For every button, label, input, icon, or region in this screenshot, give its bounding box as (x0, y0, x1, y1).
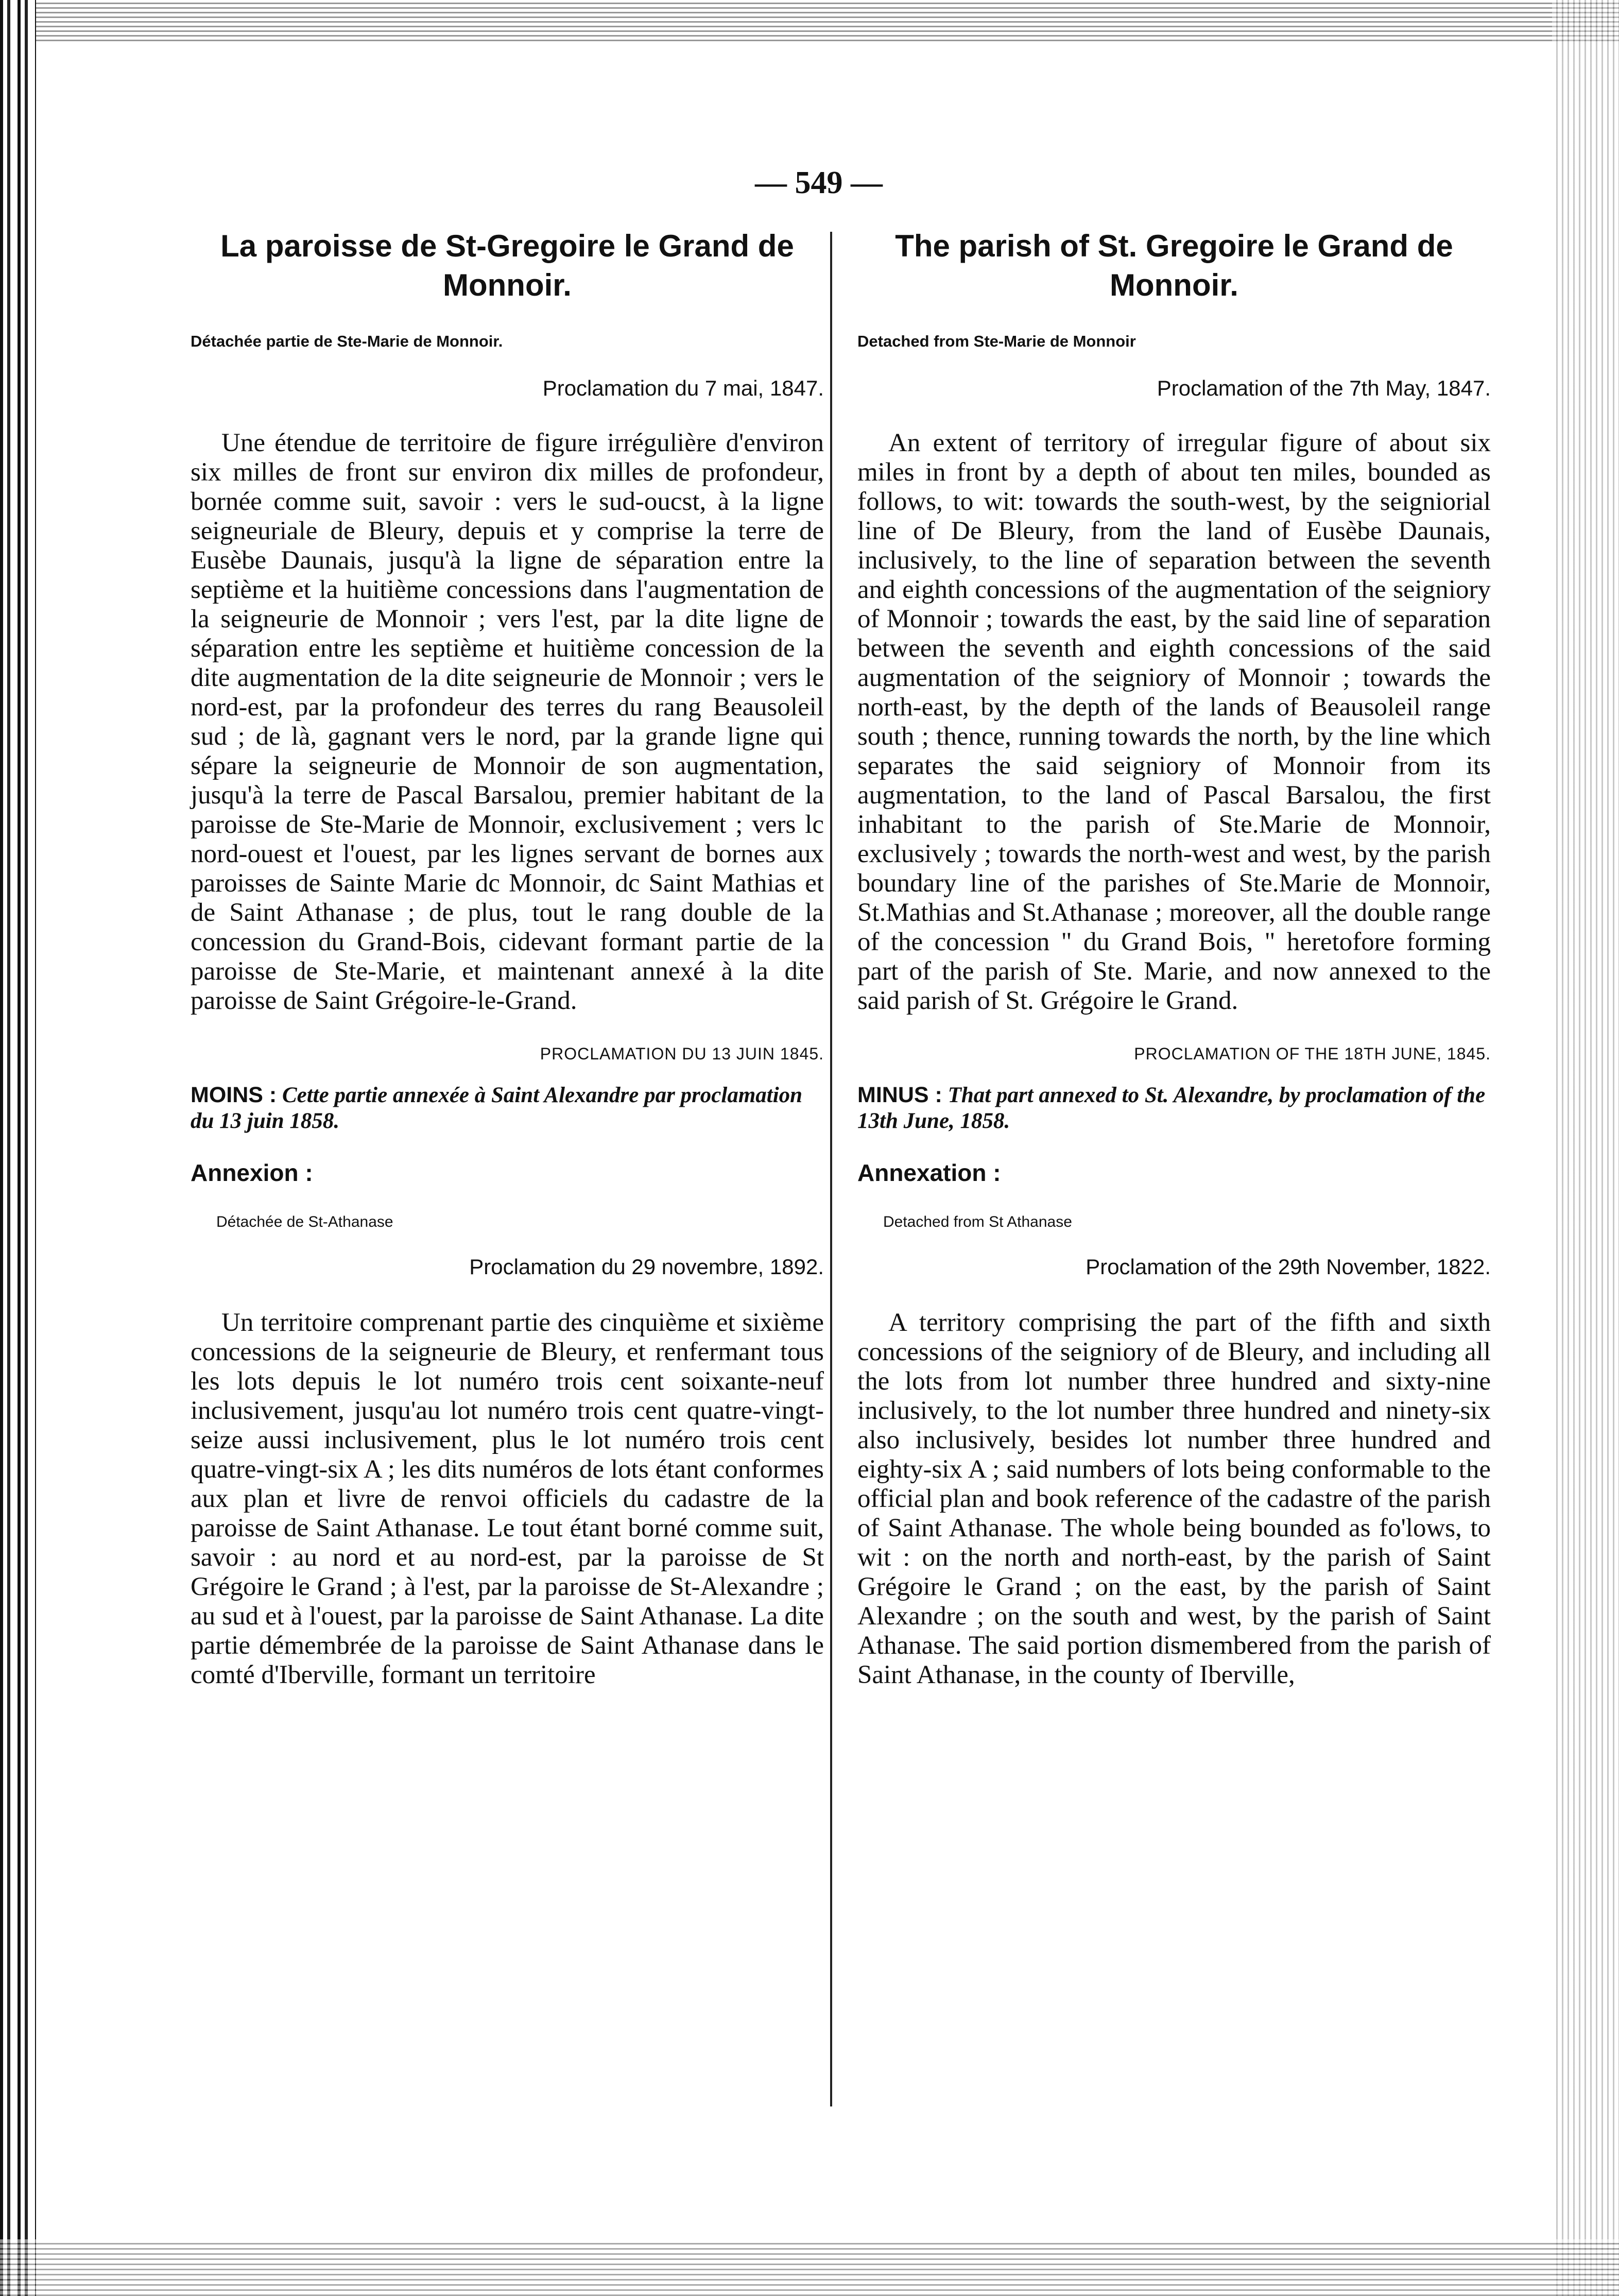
french-moins-label: MOINS : (191, 1083, 277, 1107)
english-column (857, 227, 1491, 1716)
french-proclamation-3: Proclamation du 29 novembre, 1892. (469, 1255, 824, 1279)
scan-edge-right (1552, 0, 1619, 2296)
french-detached-note-2: Détachée de St-Athanase (216, 1213, 393, 1230)
english-title: The parish of St. Gregoire le Grand de Monnoir. (895, 229, 1453, 302)
french-paragraph-2: Un territoire comprenant partie des cinquième et sixième concessions de la seigneurie de Bleury, et renfermant tous les lots depuis le lot numéro trois cent soixante-neuf inclusivement, jusqu'au lot numéro trois cent quatre-vingt-seize aussi inclusivement, plus le lot numéro trois cent quatre-vingt-six A ; les dits numéros de lots étant conformes aux plan et livre de renvoi officiels du cadastre de la paroisse de Saint Athanase. Le tout étant borné comme suit, savoir : au nord et au nord-est, par la paroisse de St Grégoire le Grand ; à l'est, par la paroisse de St-Alexandre ; au sud et à l'ouest, par la paroisse de Saint Athanase. La dite partie démembrée de la paroisse de Saint Athanase dans le comté d'Iberville, formant un territoire (191, 1308, 824, 1689)
english-minus-text: That part annexed to St. Alexandre, by proclamation of the 13th June, 1858. (857, 1083, 1486, 1133)
french-proclamation-date: Proclamation du 7 mai, 1847. (542, 376, 824, 400)
french-moins-text: Cette partie annexée à Saint Alexandre par proclamation du 13 juin 1858. (191, 1083, 803, 1133)
scan-edge-bottom (0, 2239, 1619, 2296)
english-detached-note: Detached from Ste-Marie de Monnoir (857, 332, 1136, 350)
english-detached-note-2: Detached from St Athanase (883, 1213, 1072, 1230)
french-proclamation-2: PROCLAMATION DU 13 JUIN 1845. (540, 1044, 824, 1063)
english-proclamation-3: Proclamation of the 29th November, 1822. (1086, 1255, 1491, 1279)
french-annexion-heading: Annexion : (191, 1159, 313, 1186)
english-paragraph-2: A territory comprising the part of the fifth and sixth concessions of the seigniory of de Bleury, and including all the lots from lot number three hundred and sixty-nine inclusively, to the lot number three hundred and ninety-six also inclusively, besides lot number three hundred and eighty-six A ; said numbers of lots being conformable to the official plan and book reference of the cadastre of the parish of Saint Athanase. The whole being bounded as fo'lows, to wit : on the north and north-east, by the parish of Saint Grégoire le Grand ; on the east, by the parish of Saint Alexandre ; on the south and west, by the parish of Saint Athanase. The said portion dismembered from the parish of Saint Athanase, in the county of Iberville, (857, 1308, 1491, 1689)
english-annexation-heading: Annexation : (857, 1159, 1001, 1186)
scan-edge-left (0, 0, 36, 2296)
page-number: — 549 — (755, 165, 883, 200)
scan-edge-top (0, 0, 1619, 41)
french-column (191, 227, 824, 1716)
french-title: La paroisse de St-Gregoire le Grand de Monnoir. (220, 229, 794, 302)
column-divider (830, 232, 832, 2106)
english-minus-label: MINUS : (857, 1083, 942, 1107)
french-paragraph-1: Une étendue de territoire de figure irrégulière d'environ six milles de front sur environ dix milles de profondeur, bornée comme suit, savoir : vers le sud-oucst, à la ligne seigneuriale de Bleury, depuis et y comprise la terre de Eusèbe Daunais, jusqu'à la ligne de séparation entre la septième et la huitième concessions dans l'augmentation de la seigneurie de Monnoir ; vers l'est, par la dite ligne de séparation entre les septième et huitième concession de la dite augmentation de la dite seigneurie de Monnoir ; vers le nord-est, par la profondeur des terres du rang Beausoleil sud ; de là, gagnant vers le nord, par la grande ligne qui sépare la seigneurie de Monnoir de son augmentation, jusqu'à la terre de Pascal Barsalou, premier habitant de la paroisse de Ste-Marie de Monnoir, exclusivement ; vers lc nord-ouest et l'ouest, par les lignes servant de bornes aux paroisses de Sainte Marie dc Monnoir, dc Saint Mathias et de Saint Athanase ; de plus, tout le rang double de la concession du Grand-Bois, cidevant formant partie de la paroisse de Ste-Marie, et maintenant annexé à la dite paroisse de Saint Grégoire-le-Grand. (191, 429, 824, 1015)
french-moins-note (191, 1082, 824, 1134)
english-minus-note (857, 1082, 1491, 1134)
english-proclamation-2: PROCLAMATION OF THE 18TH JUNE, 1845. (1134, 1044, 1491, 1063)
english-paragraph-1: An extent of territory of irregular figure of about six miles in front by a depth of about ten miles, bounded as follows, to wit: towards the south-west, by the seigniorial line of De Bleury, from the land of Eusèbe Daunais, inclusively, to the line of separation between the seventh and eighth concessions of the augmentation of the seigniory of Monnoir ; towards the east, by the said line of separation between the seventh and eighth concessions of the said augmentation of the seigniory of Monnoir ; towards the north-east, by the depth of the lands of Beausoleil range south ; thence, running towards the north, by the line which separates the said seigniory of Monnoir from its augmentation, to the land of Pascal Barsalou, the first inhabitant to the parish of Ste.Marie de Monnoir, exclusively ; towards the north-west and west, by the parish boundary line of the parishes of Ste.Marie de Monnoir, St.Mathias and St.Athanase ; moreover, all the double range of the concession " du Grand Bois, " heretofore forming part of the parish of Ste. Marie, and now annexed to the said parish of St. Grégoire le Grand. (857, 429, 1491, 1015)
french-detached-note: Détachée partie de Ste-Marie de Monnoir. (191, 332, 503, 350)
english-proclamation-date: Proclamation of the 7th May, 1847. (1157, 376, 1491, 400)
